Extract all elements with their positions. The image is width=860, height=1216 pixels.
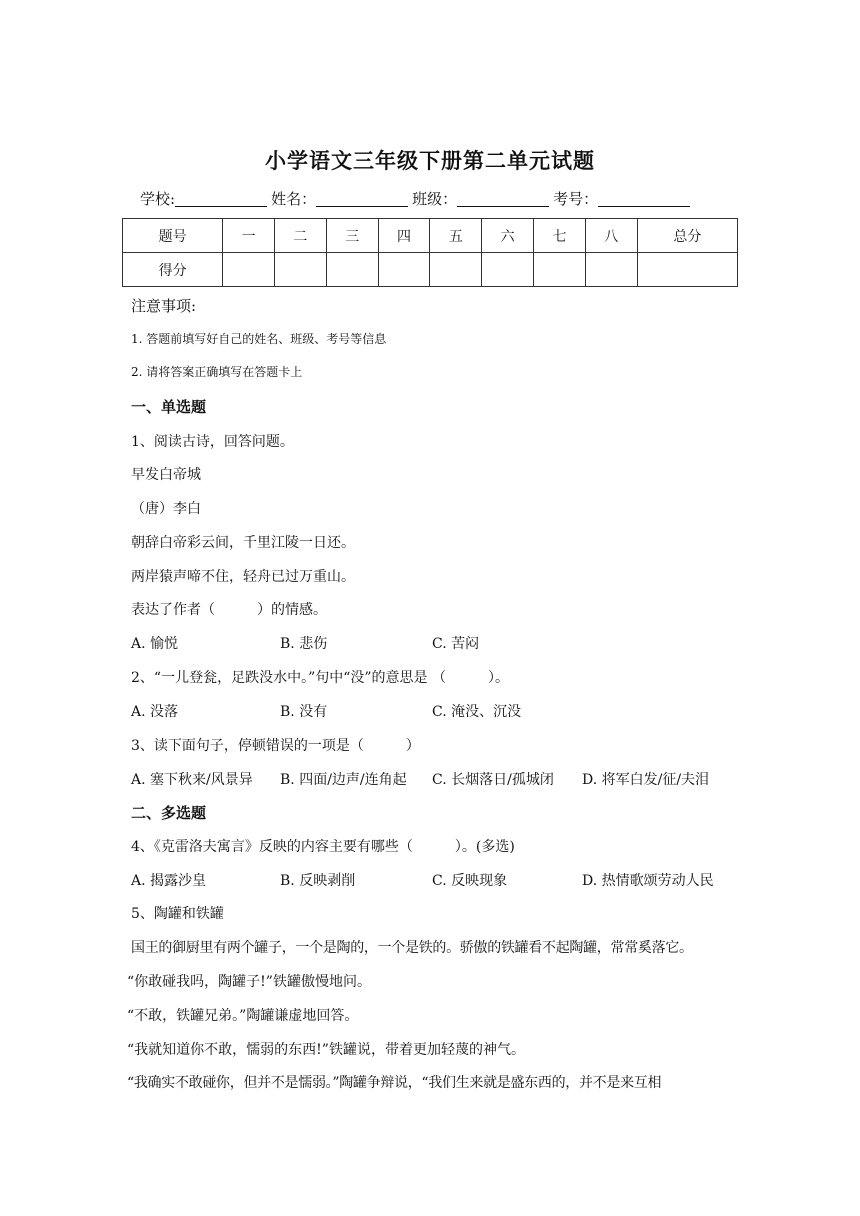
number-label: 考号： xyxy=(553,190,599,208)
option-b: B. 反映剥削 xyxy=(280,873,356,889)
option-a: A. 愉悦 xyxy=(131,636,179,652)
score-header-cell: 总分 xyxy=(637,219,737,253)
score-header-cell: 七 xyxy=(534,219,586,253)
passage-paragraph: “你敢碰我吗，陶罐子!”铁罐傲慢地问。 xyxy=(127,974,371,990)
score-header-cell: 八 xyxy=(585,219,637,253)
school-label: 学校: xyxy=(140,190,176,208)
score-header-cell: 五 xyxy=(430,219,482,253)
passage-paragraph: “我就知道你不敢，懦弱的东西!”铁罐说，带着更加轻蔑的神气。 xyxy=(127,1042,525,1058)
name-blank xyxy=(316,190,408,207)
note-item: 1. 答题前填写好自己的姓名、班级、考号等信息 xyxy=(131,332,387,346)
class-label: 班级： xyxy=(412,190,458,208)
poem-line: 朝辞白帝彩云间，千里江陵一日还。 xyxy=(131,535,355,551)
notes-title: 注意事项: xyxy=(131,297,197,315)
score-header-cell: 二 xyxy=(275,219,327,253)
score-table xyxy=(122,218,738,287)
class-blank xyxy=(457,190,549,207)
score-cell xyxy=(326,253,378,287)
question-1-prompt: 表达了作者（ ）的情感。 xyxy=(131,602,327,618)
option-c: C. 苦闷 xyxy=(432,636,480,652)
question-3-stem: 3、读下面句子，停顿错误的一项是（ ） xyxy=(131,738,420,754)
passage-paragraph: “不敢，铁罐兄弟。”陶罐谦虚地回答。 xyxy=(127,1008,359,1024)
number-blank xyxy=(598,190,690,207)
option-b: B. 四面/边声/连角起 xyxy=(280,772,407,788)
score-cell xyxy=(430,253,482,287)
score-header-cell: 三 xyxy=(326,219,378,253)
name-label: 姓名： xyxy=(271,190,317,208)
score-cell xyxy=(585,253,637,287)
score-cell xyxy=(378,253,430,287)
question-5-stem: 5、陶罐和铁罐 xyxy=(131,906,224,922)
score-row-label: 得分 xyxy=(123,253,223,287)
option-a: A. 塞下秋来/风景异 xyxy=(131,772,253,788)
exam-title: 小学语文三年级下册第二单元试题 xyxy=(265,148,595,173)
score-table-header-row xyxy=(123,219,738,253)
question-1-stem: 1、阅读古诗，回答问题。 xyxy=(131,434,294,450)
option-c: C. 反映现象 xyxy=(432,873,508,889)
score-header-cell: 题号 xyxy=(123,219,223,253)
score-cell xyxy=(637,253,737,287)
question-2-stem: 2、“一儿登瓮，足跌没水中。”句中“没”的意思是 （ ）。 xyxy=(131,670,509,686)
score-header-cell: 六 xyxy=(482,219,534,253)
school-blank xyxy=(175,190,267,207)
poem-author: （唐）李白 xyxy=(131,501,201,517)
option-c: C. 淹没、沉没 xyxy=(432,704,522,720)
passage-paragraph: 国王的御厨里有两个罐子，一个是陶的，一个是铁的。骄傲的铁罐看不起陶罐，常常奚落它。 xyxy=(131,940,693,956)
option-d: D. 将军白发/征/夫泪 xyxy=(582,772,710,788)
score-cell xyxy=(482,253,534,287)
student-info-line xyxy=(140,188,690,209)
section-heading-single-choice: 一、单选题 xyxy=(131,398,207,416)
score-table-score-row xyxy=(123,253,738,287)
score-cell xyxy=(223,253,275,287)
option-d: D. 热情歌颂劳动人民 xyxy=(582,873,714,889)
score-cell xyxy=(275,253,327,287)
option-b: B. 悲伤 xyxy=(280,636,328,652)
option-c: C. 长烟落日/孤城闭 xyxy=(432,772,554,788)
poem-line: 两岸猿声啼不住，轻舟已过万重山。 xyxy=(131,569,355,585)
option-a: A. 没落 xyxy=(131,704,179,720)
option-b: B. 没有 xyxy=(280,704,328,720)
score-cell xyxy=(534,253,586,287)
question-4-stem: 4、《克雷洛夫寓言》反映的内容主要有哪些（ ）。(多选) xyxy=(131,839,515,855)
score-header-cell: 四 xyxy=(378,219,430,253)
passage-paragraph: “我确实不敢碰你，但并不是懦弱。”陶罐争辩说，“我们生来就是盛东西的，并不是来互相 xyxy=(127,1075,662,1091)
score-header-cell: 一 xyxy=(223,219,275,253)
option-a: A. 揭露沙皇 xyxy=(131,873,207,889)
note-item: 2. 请将答案正确填写在答题卡上 xyxy=(131,365,303,379)
poem-title: 早发白帝城 xyxy=(131,467,201,483)
section-heading-multiple-choice: 二、多选题 xyxy=(131,804,207,822)
